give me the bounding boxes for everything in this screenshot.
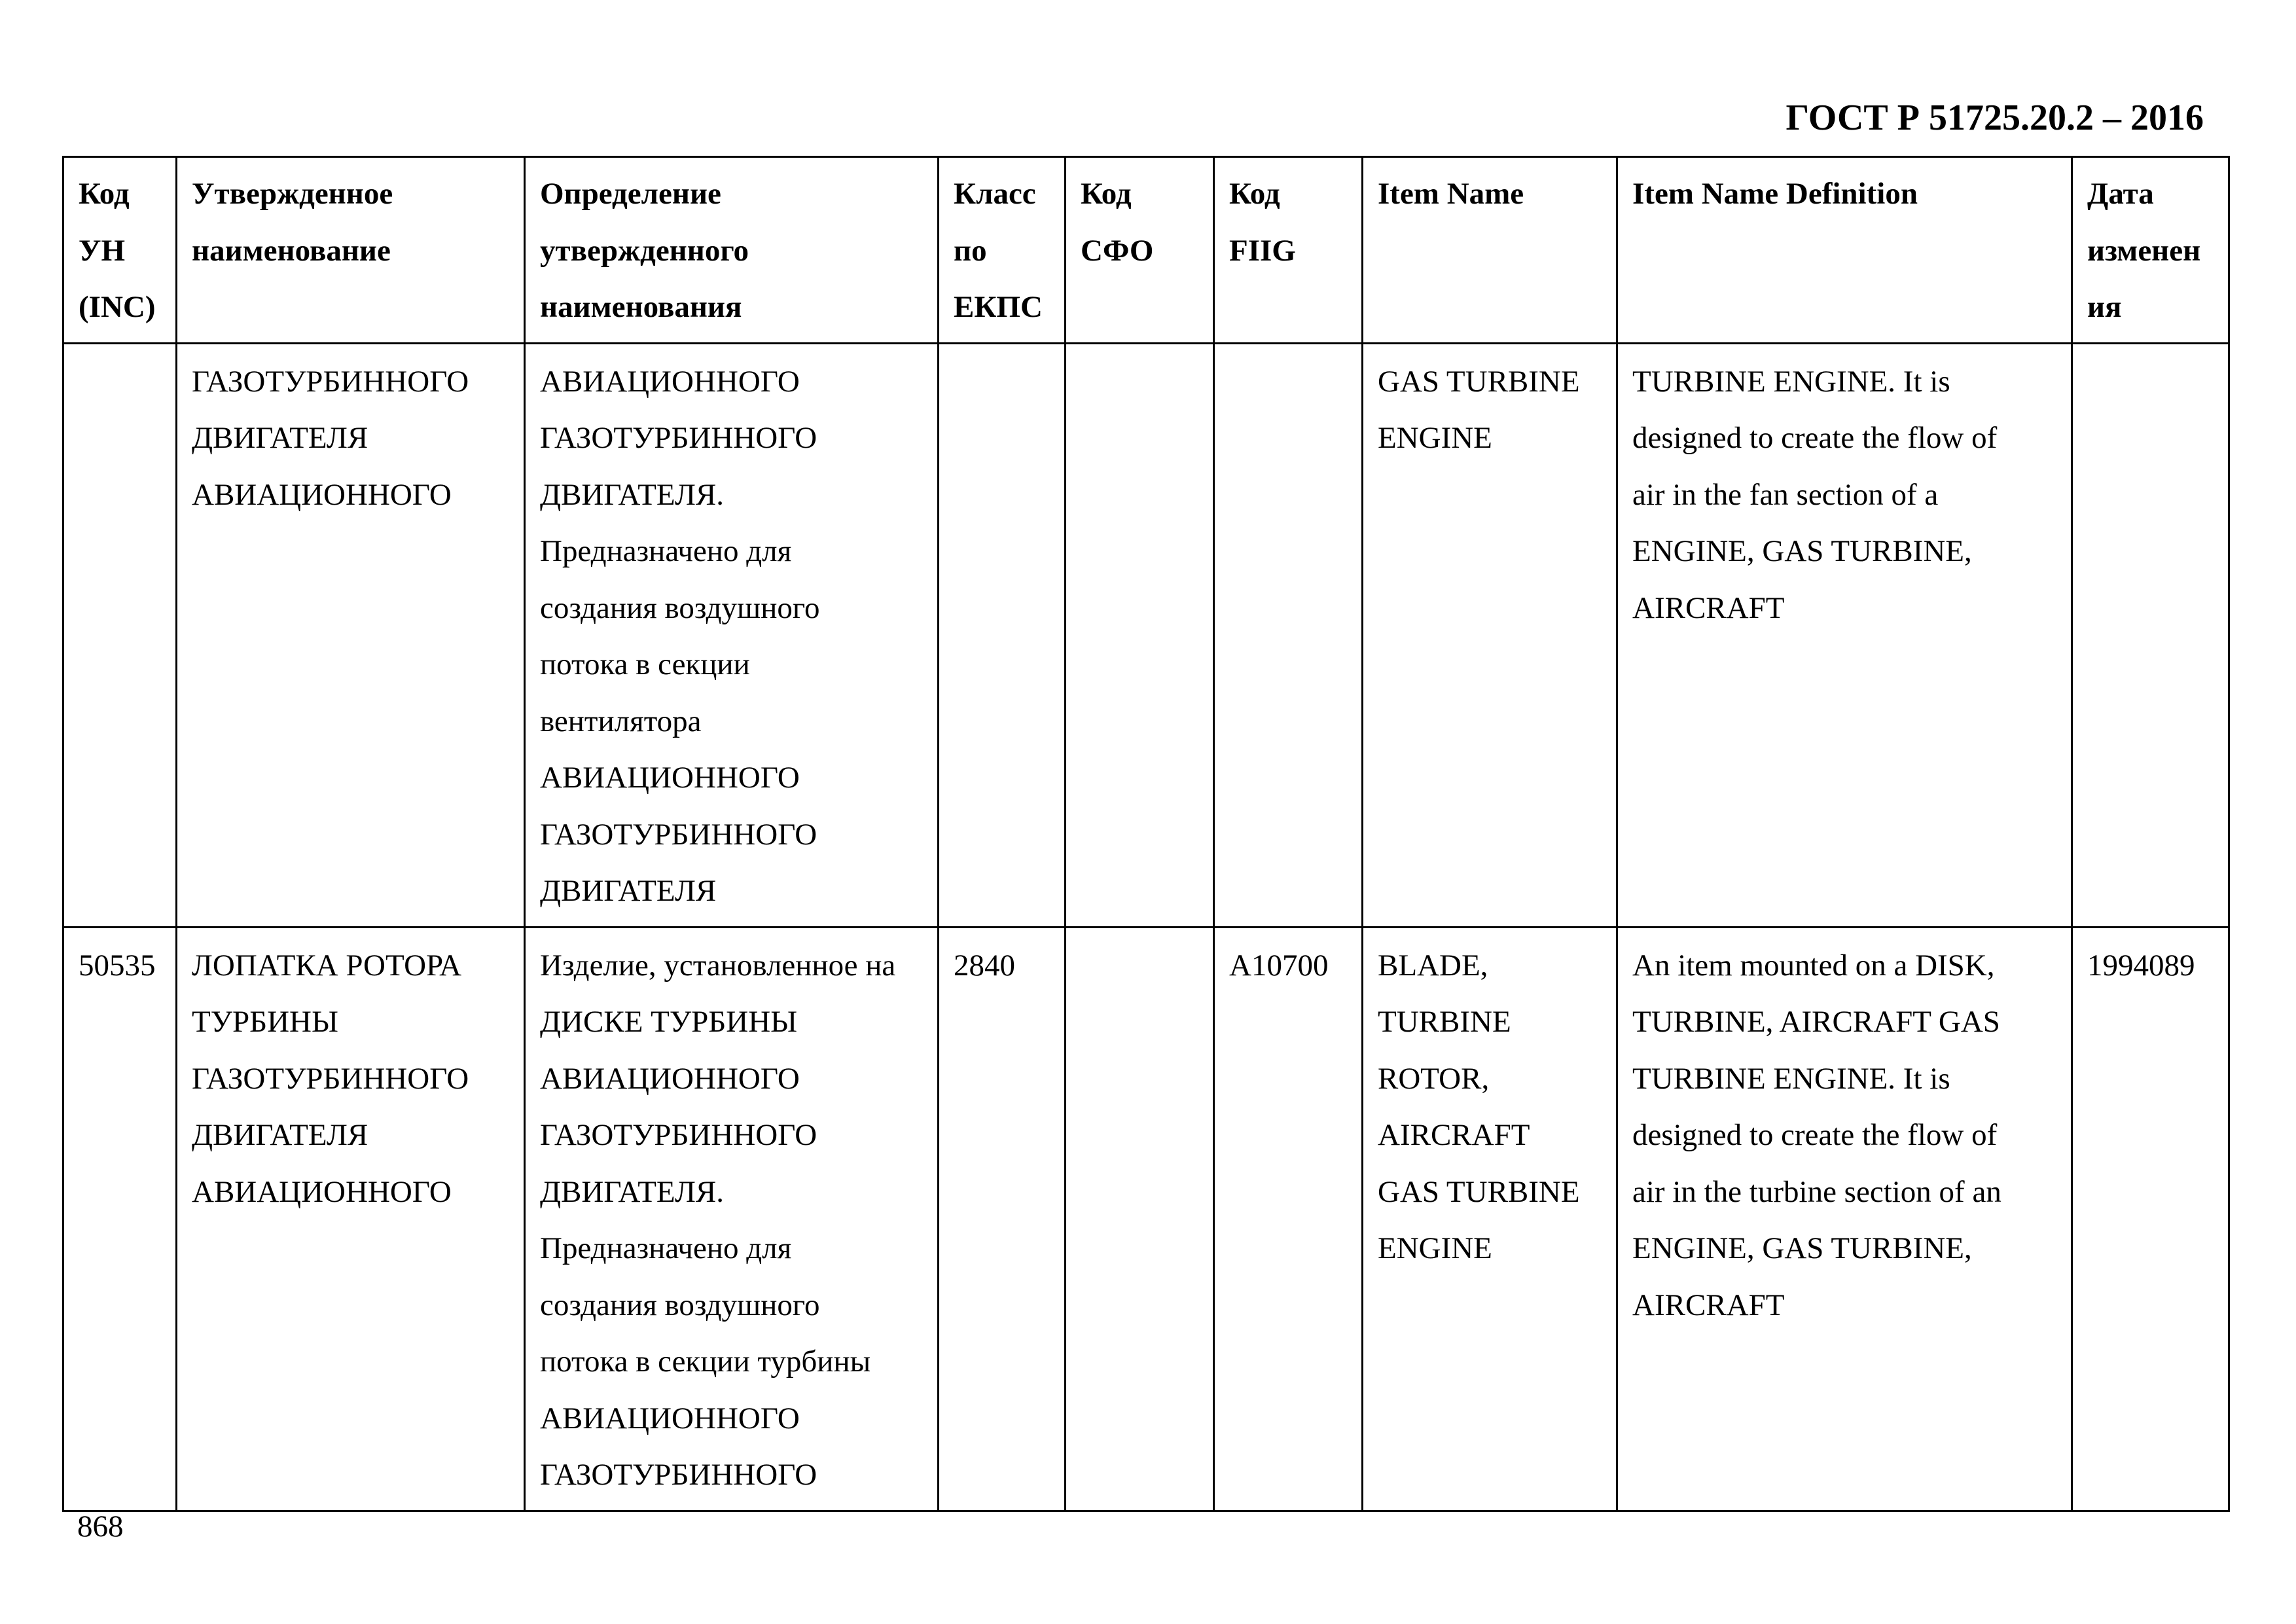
table-row bbox=[63, 343, 2229, 927]
header-fiig: Код FIIG bbox=[1214, 157, 1363, 344]
standard-id: ГОСТ Р 51725.20.2 – 2016 bbox=[1785, 98, 2204, 138]
cell-inc bbox=[63, 343, 177, 927]
header-approved-name: Утвержденное наименование bbox=[177, 157, 525, 344]
page-number: 868 bbox=[77, 1509, 124, 1543]
cell-fiig: A10700 bbox=[1214, 927, 1363, 1511]
cell-item-name: GAS TURBINE ENGINE bbox=[1363, 343, 1617, 927]
cell-date: 1994089 bbox=[2072, 927, 2229, 1511]
cell-class: 2840 bbox=[939, 927, 1066, 1511]
cell-definition: АВИАЦИОННОГО ГАЗОТУРБИННОГО ДВИГАТЕЛЯ. Предназначено для создания воздушного потока в секции вентилятора АВИАЦИОННОГО ГАЗОТУРБИННОГО ДВИГАТЕЛЯ bbox=[525, 343, 939, 927]
cell-sfo bbox=[1066, 343, 1214, 927]
codification-table bbox=[62, 156, 2230, 1512]
cell-definition: Изделие, установленное на ДИСКЕ ТУРБИНЫ АВИАЦИОННОГО ГАЗОТУРБИННОГО ДВИГАТЕЛЯ. Предназначено для создания воздушного потока в секции турбины АВИАЦИОННОГО ГАЗОТУРБИННОГО bbox=[525, 927, 939, 1511]
header-class: Класс по ЕКПС bbox=[939, 157, 1066, 344]
header-inc: Код УН (INC) bbox=[63, 157, 177, 344]
cell-date bbox=[2072, 343, 2229, 927]
cell-inc: 50535 bbox=[63, 927, 177, 1511]
cell-item-name: BLADE, TURBINE ROTOR, AIRCRAFT GAS TURBINE ENGINE bbox=[1363, 927, 1617, 1511]
cell-item-name-definition: An item mounted on a DISK, TURBINE, AIRCRAFT GAS TURBINE ENGINE. It is designed to create the flow of air in the turbine section of an ENGINE, GAS TURBINE, AIRCRAFT bbox=[1617, 927, 2072, 1511]
cell-approved-name: ЛОПАТКА РОТОРА ТУРБИНЫ ГАЗОТУРБИННОГО ДВИГАТЕЛЯ АВИАЦИОННОГО bbox=[177, 927, 525, 1511]
header-sfo: Код СФО bbox=[1066, 157, 1214, 344]
cell-fiig bbox=[1214, 343, 1363, 927]
cell-approved-name: ГАЗОТУРБИННОГО ДВИГАТЕЛЯ АВИАЦИОННОГО bbox=[177, 343, 525, 927]
header-date: Дата изменен ия bbox=[2072, 157, 2229, 344]
cell-class bbox=[939, 343, 1066, 927]
cell-item-name-definition: TURBINE ENGINE. It is designed to create the flow of air in the fan section of a ENGINE, GAS TURBINE, AIRCRAFT bbox=[1617, 343, 2072, 927]
header-item-name-definition: Item Name Definition bbox=[1617, 157, 2072, 344]
table-header-row bbox=[63, 157, 2229, 344]
cell-sfo bbox=[1066, 927, 1214, 1511]
header-item-name: Item Name bbox=[1363, 157, 1617, 344]
header-definition: Определение утвержденного наименования bbox=[525, 157, 939, 344]
table-row bbox=[63, 927, 2229, 1511]
